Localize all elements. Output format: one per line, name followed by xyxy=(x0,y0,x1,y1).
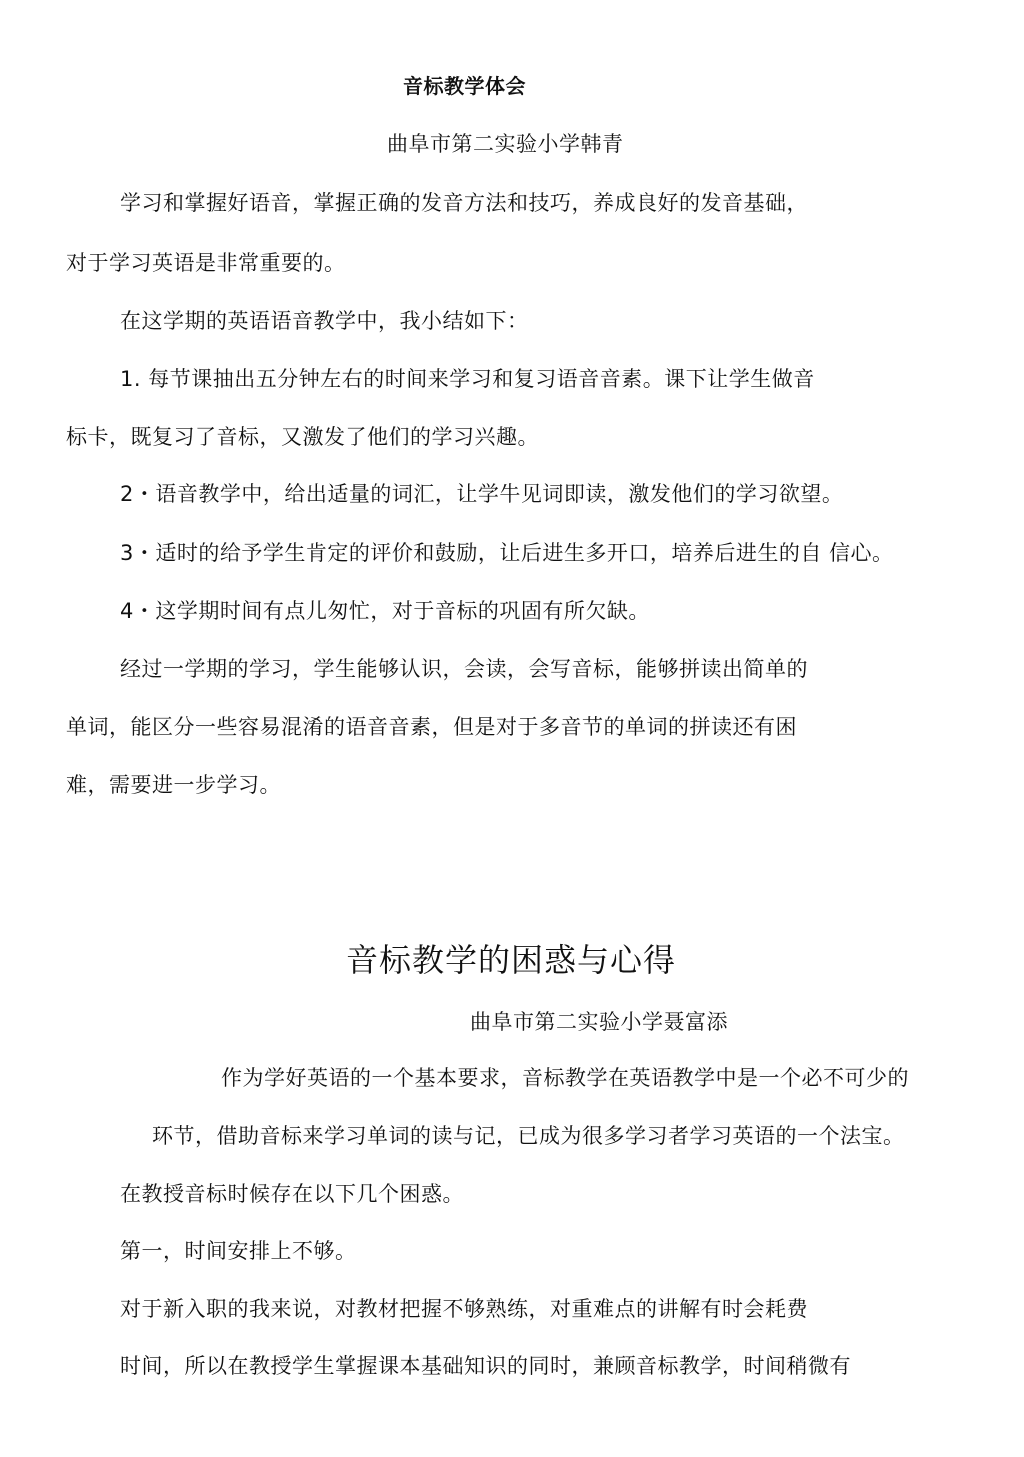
section2-line: 时间，所以在教授学生掌握课本基础知识的同时，兼顾音标教学，时间稍微有 xyxy=(120,1354,851,1378)
section1-line: 4・这学期时间有点儿匆忙，对于音标的巩固有所欠缺。 xyxy=(120,599,650,623)
section1-line: 1. 每节课抽出五分钟左右的时间来学习和复习语音音素。课下让学生做音 xyxy=(120,367,815,391)
section1-line: 3・适时的给予学生肯定的评价和鼓励，让后进生多开口，培养后进生的自 信心。 xyxy=(120,541,894,565)
section1-line: 标卡，既复习了音标，又激发了他们的学习兴趣。 xyxy=(66,425,539,449)
section1-line: 对于学习英语是非常重要的。 xyxy=(66,251,346,275)
section2-line: 环节，借助音标来学习单词的读与记，已成为很多学习者学习英语的一个法宝。 xyxy=(152,1124,905,1148)
section1-line: 难，需要进一步学习。 xyxy=(66,773,281,797)
section2-line: 对于新入职的我来说，对教材把握不够熟练，对重难点的讲解有时会耗费 xyxy=(120,1297,808,1321)
section1-line: 单词，能区分一些容易混淆的语音音素，但是对于多音节的单词的拼读还有困 xyxy=(66,715,797,739)
section2-line: 第一，时间安排上不够。 xyxy=(120,1239,357,1263)
section2-line: 在教授音标时候存在以下几个困惑。 xyxy=(120,1182,464,1206)
section1-line: 学习和掌握好语音，掌握正确的发音方法和技巧，养成良好的发音基础， xyxy=(120,191,808,215)
section1-title: 音标教学体会 xyxy=(403,74,526,98)
section1-line: 在这学期的英语语音教学中，我小结如下： xyxy=(120,309,529,333)
section1-line: 2・语音教学中，给出适量的词汇，让学牛见词即读，激发他们的学习欲望。 xyxy=(120,482,844,506)
section1-author: 曲阜市第二实验小学韩青 xyxy=(387,132,624,156)
section1-line: 经过一学期的学习，学生能够认识，会读，会写音标，能够拼读出简单的 xyxy=(120,657,808,681)
section2-author: 曲阜市第二实验小学聂富添 xyxy=(470,1010,728,1034)
section2-line: 作为学好英语的一个基本要求，音标教学在英语教学中是一个必不可少的 xyxy=(221,1066,909,1090)
section2-title: 音标教学的困惑与心得 xyxy=(346,941,677,979)
